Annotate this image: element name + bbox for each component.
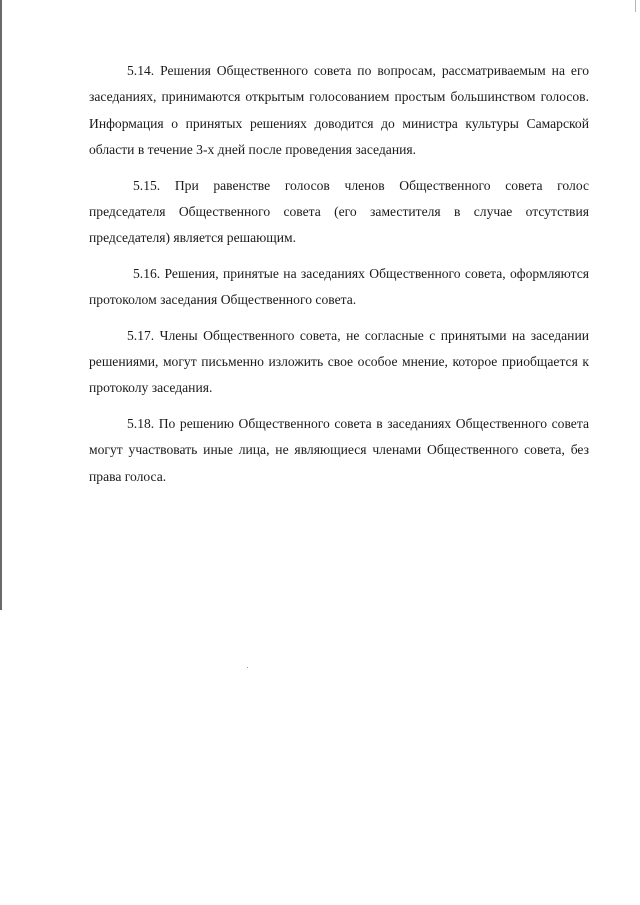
scan-edge-right <box>635 0 636 12</box>
paragraph-5-17: 5.17. Члены Общественного совета, не согласные с принятыми на заседании решениями, могут письменно изложить свое особое мнение, которое приобщается к протоколу заседания. <box>89 327 589 396</box>
paragraph-5-16: 5.16. Решения, принятые на заседаниях Общественного совета, оформляются протоколом заседания Общественного совета. <box>89 265 589 308</box>
paragraph-5-18: 5.18. По решению Общественного совета в заседаниях Общественного совета могут участвовать иные лица, не являющиеся членами Общественного совета, без права голоса. <box>89 415 589 484</box>
scan-edge-left <box>0 0 2 610</box>
paragraph-5-14: 5.14. Решения Общественного совета по вопросам, рассматриваемым на его заседаниях, принимаются открытым голосованием простым большинством голосов. Информация о принятых решениях доводится до министра культуры Самарской области в течение 3-х дней после проведения заседания. <box>89 63 589 158</box>
paragraph-5-15: 5.15. При равенстве голосов членов Общественного совета голос председателя Общественного совета (его заместителя в случае отсутствия председателя) является решающим. <box>89 177 589 246</box>
document-body <box>89 58 589 499</box>
scan-speck <box>247 667 248 668</box>
